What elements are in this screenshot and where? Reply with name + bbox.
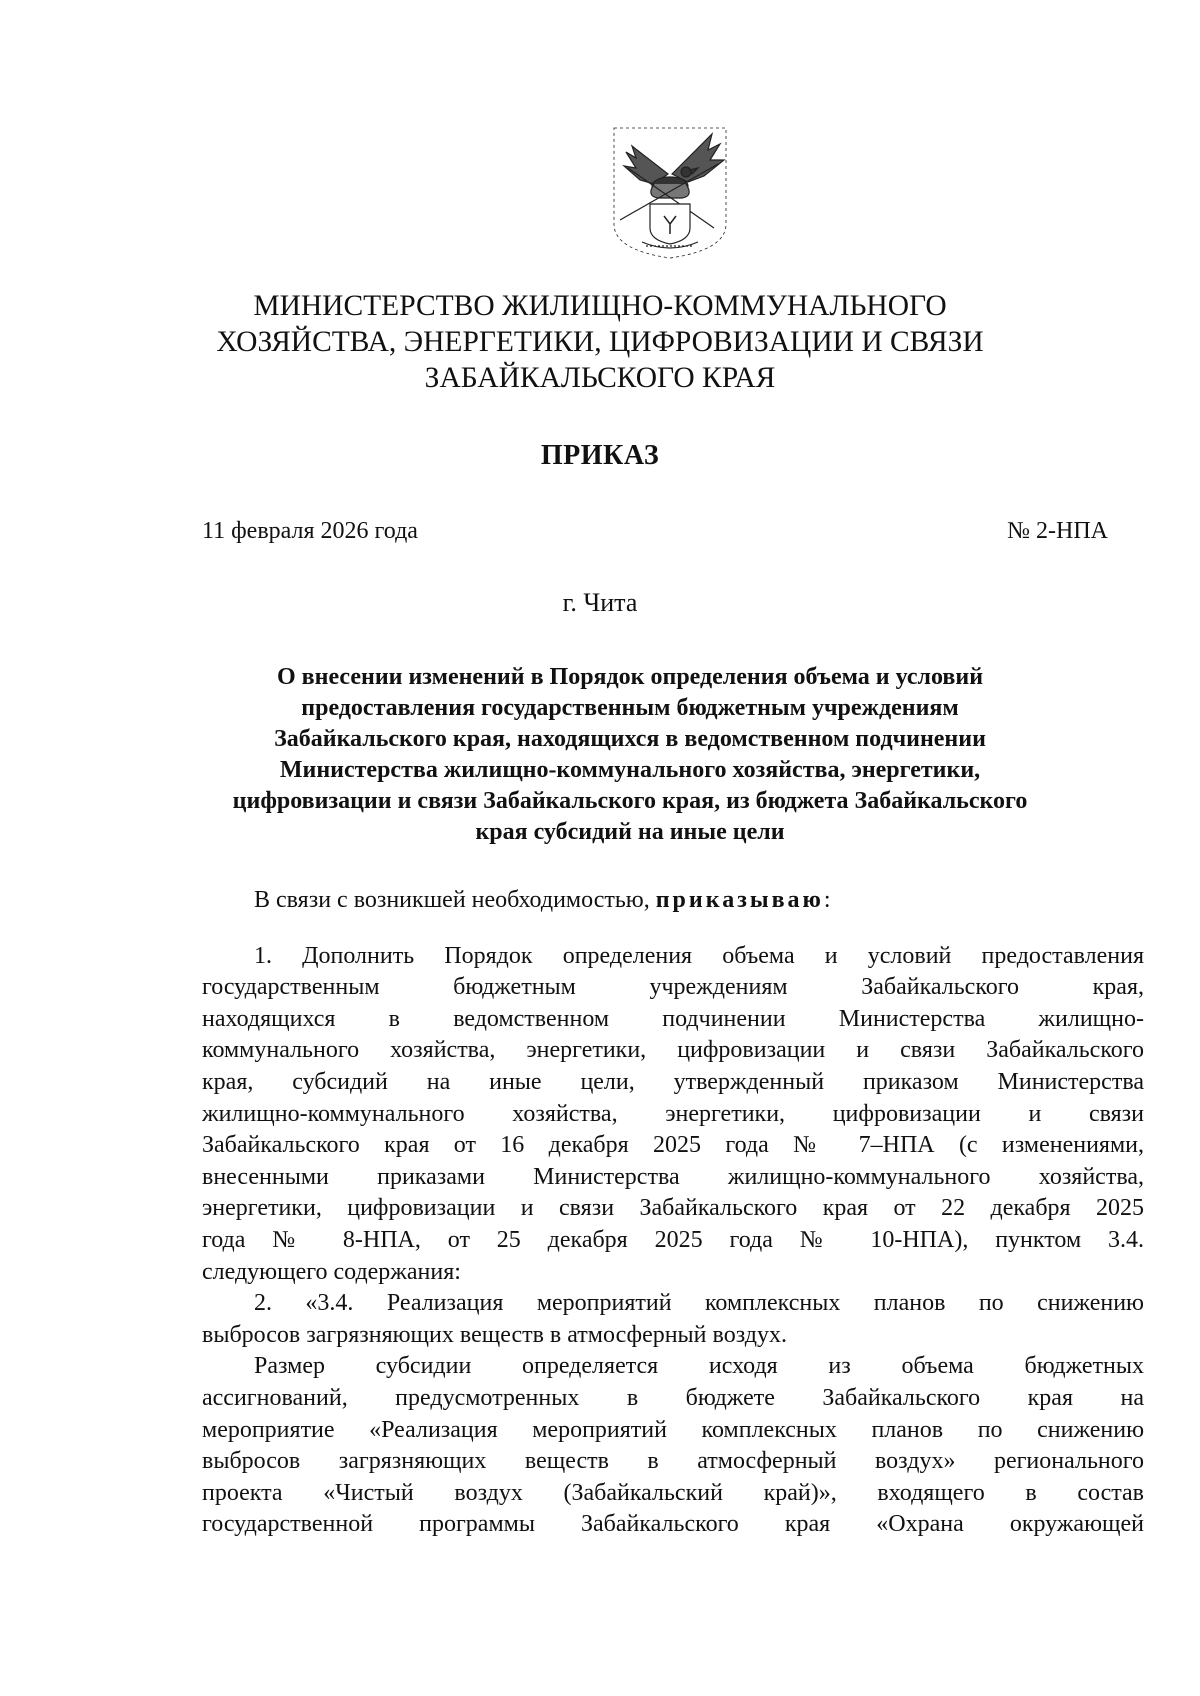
para3-line: ассигнований, предусмотренных в бюджете Забайкальского края на [202, 1384, 1144, 1411]
ministry-name-line-1: МИНИСТЕРСТВО ЖИЛИЩНО-КОММУНАЛЬНОГО [253, 290, 947, 322]
item1-line: энергетики, цифровизации и связи Забайкальского края от 22 декабря 2025 [202, 1195, 1144, 1222]
item1-line: коммунального хозяйства, энергетики, цифровизации и связи Забайкальского [202, 1037, 1144, 1064]
item1-line: следующего содержания: [202, 1258, 461, 1285]
item1-line: жилищно-коммунального хозяйства, энергетики, цифровизации и связи [202, 1100, 1144, 1127]
order-date: 11 февраля 2026 года [202, 518, 418, 544]
ministry-name [200, 288, 1000, 396]
para3-line: мероприятие «Реализация мероприятий комплексных планов по снижению [202, 1416, 1144, 1443]
item1-line: года № 8-НПА, от 25 декабря 2025 года № 10-НПА), пунктом 3.4. [202, 1226, 1144, 1253]
item1-line: внесенными приказами Министерства жилищно-коммунального хозяйства, [202, 1163, 1144, 1190]
order-subject [190, 662, 1070, 848]
subject-line: О внесении изменений в Порядок определения объема и условий [276, 664, 984, 690]
item1-line: находящихся в ведомственном подчинении Министерства жилищно- [202, 1005, 1144, 1032]
preamble-emphasis: приказываю [655, 887, 824, 913]
para3-line: государственной программы Забайкальского края «Охрана окружающей [202, 1511, 1144, 1538]
item1-line: края, субсидий на иные цели, утвержденный приказом Министерства [202, 1068, 1144, 1095]
para3-line: Размер субсидии определяется исходя из объема бюджетных [254, 1353, 1144, 1380]
subject-line: предоставления государственным бюджетным учреждениям [301, 695, 959, 721]
order-number: № 2-НПА [1007, 518, 1108, 544]
order-body [202, 885, 1144, 1541]
item1-line: государственным бюджетным учреждениям Забайкальского края, [202, 974, 1144, 1001]
subject-line: Забайкальского края, находящихся в ведомственном подчинении [274, 726, 986, 752]
city-name: г. Чита [562, 588, 638, 617]
document-type-title: ПРИКАЗ [540, 440, 660, 471]
item1-line: 1. Дополнить Порядок определения объема и условий предоставления [254, 942, 1144, 969]
ministry-name-line-2: ХОЗЯЙСТВА, ЭНЕРГЕТИКИ, ЦИФРОВИЗАЦИИ И СВЯЗИ [216, 326, 984, 358]
para3-line: выбросов загрязняющих веществ в атмосферный воздух» регионального [202, 1448, 1144, 1475]
subject-line: Министерства жилищно-коммунального хозяйства, энергетики, [279, 757, 981, 783]
coat-of-arms-emblem [606, 124, 734, 264]
subject-line: цифровизации и связи Забайкальского края, из бюджета Забайкальского [232, 788, 1028, 814]
preamble-suffix: : [823, 887, 831, 913]
preamble [202, 885, 1144, 917]
subject-line: края субсидий на иные цели [475, 819, 785, 845]
item2-line: выбросов загрязняющих веществ в атмосферный воздух. [202, 1321, 787, 1348]
item2-line: 2. «3.4. Реализация мероприятий комплексных планов по снижению [254, 1290, 1144, 1317]
item1-line: Забайкальского края от 16 декабря 2025 года № 7–НПА (с изменениями, [202, 1132, 1144, 1159]
para3-line: проекта «Чистый воздух (Забайкальский край)», входящего в состав [202, 1479, 1144, 1506]
ministry-name-line-3: ЗАБАЙКАЛЬСКОГО КРАЯ [424, 362, 776, 394]
preamble-text: В связи с возникшей необходимостью, [254, 887, 656, 913]
